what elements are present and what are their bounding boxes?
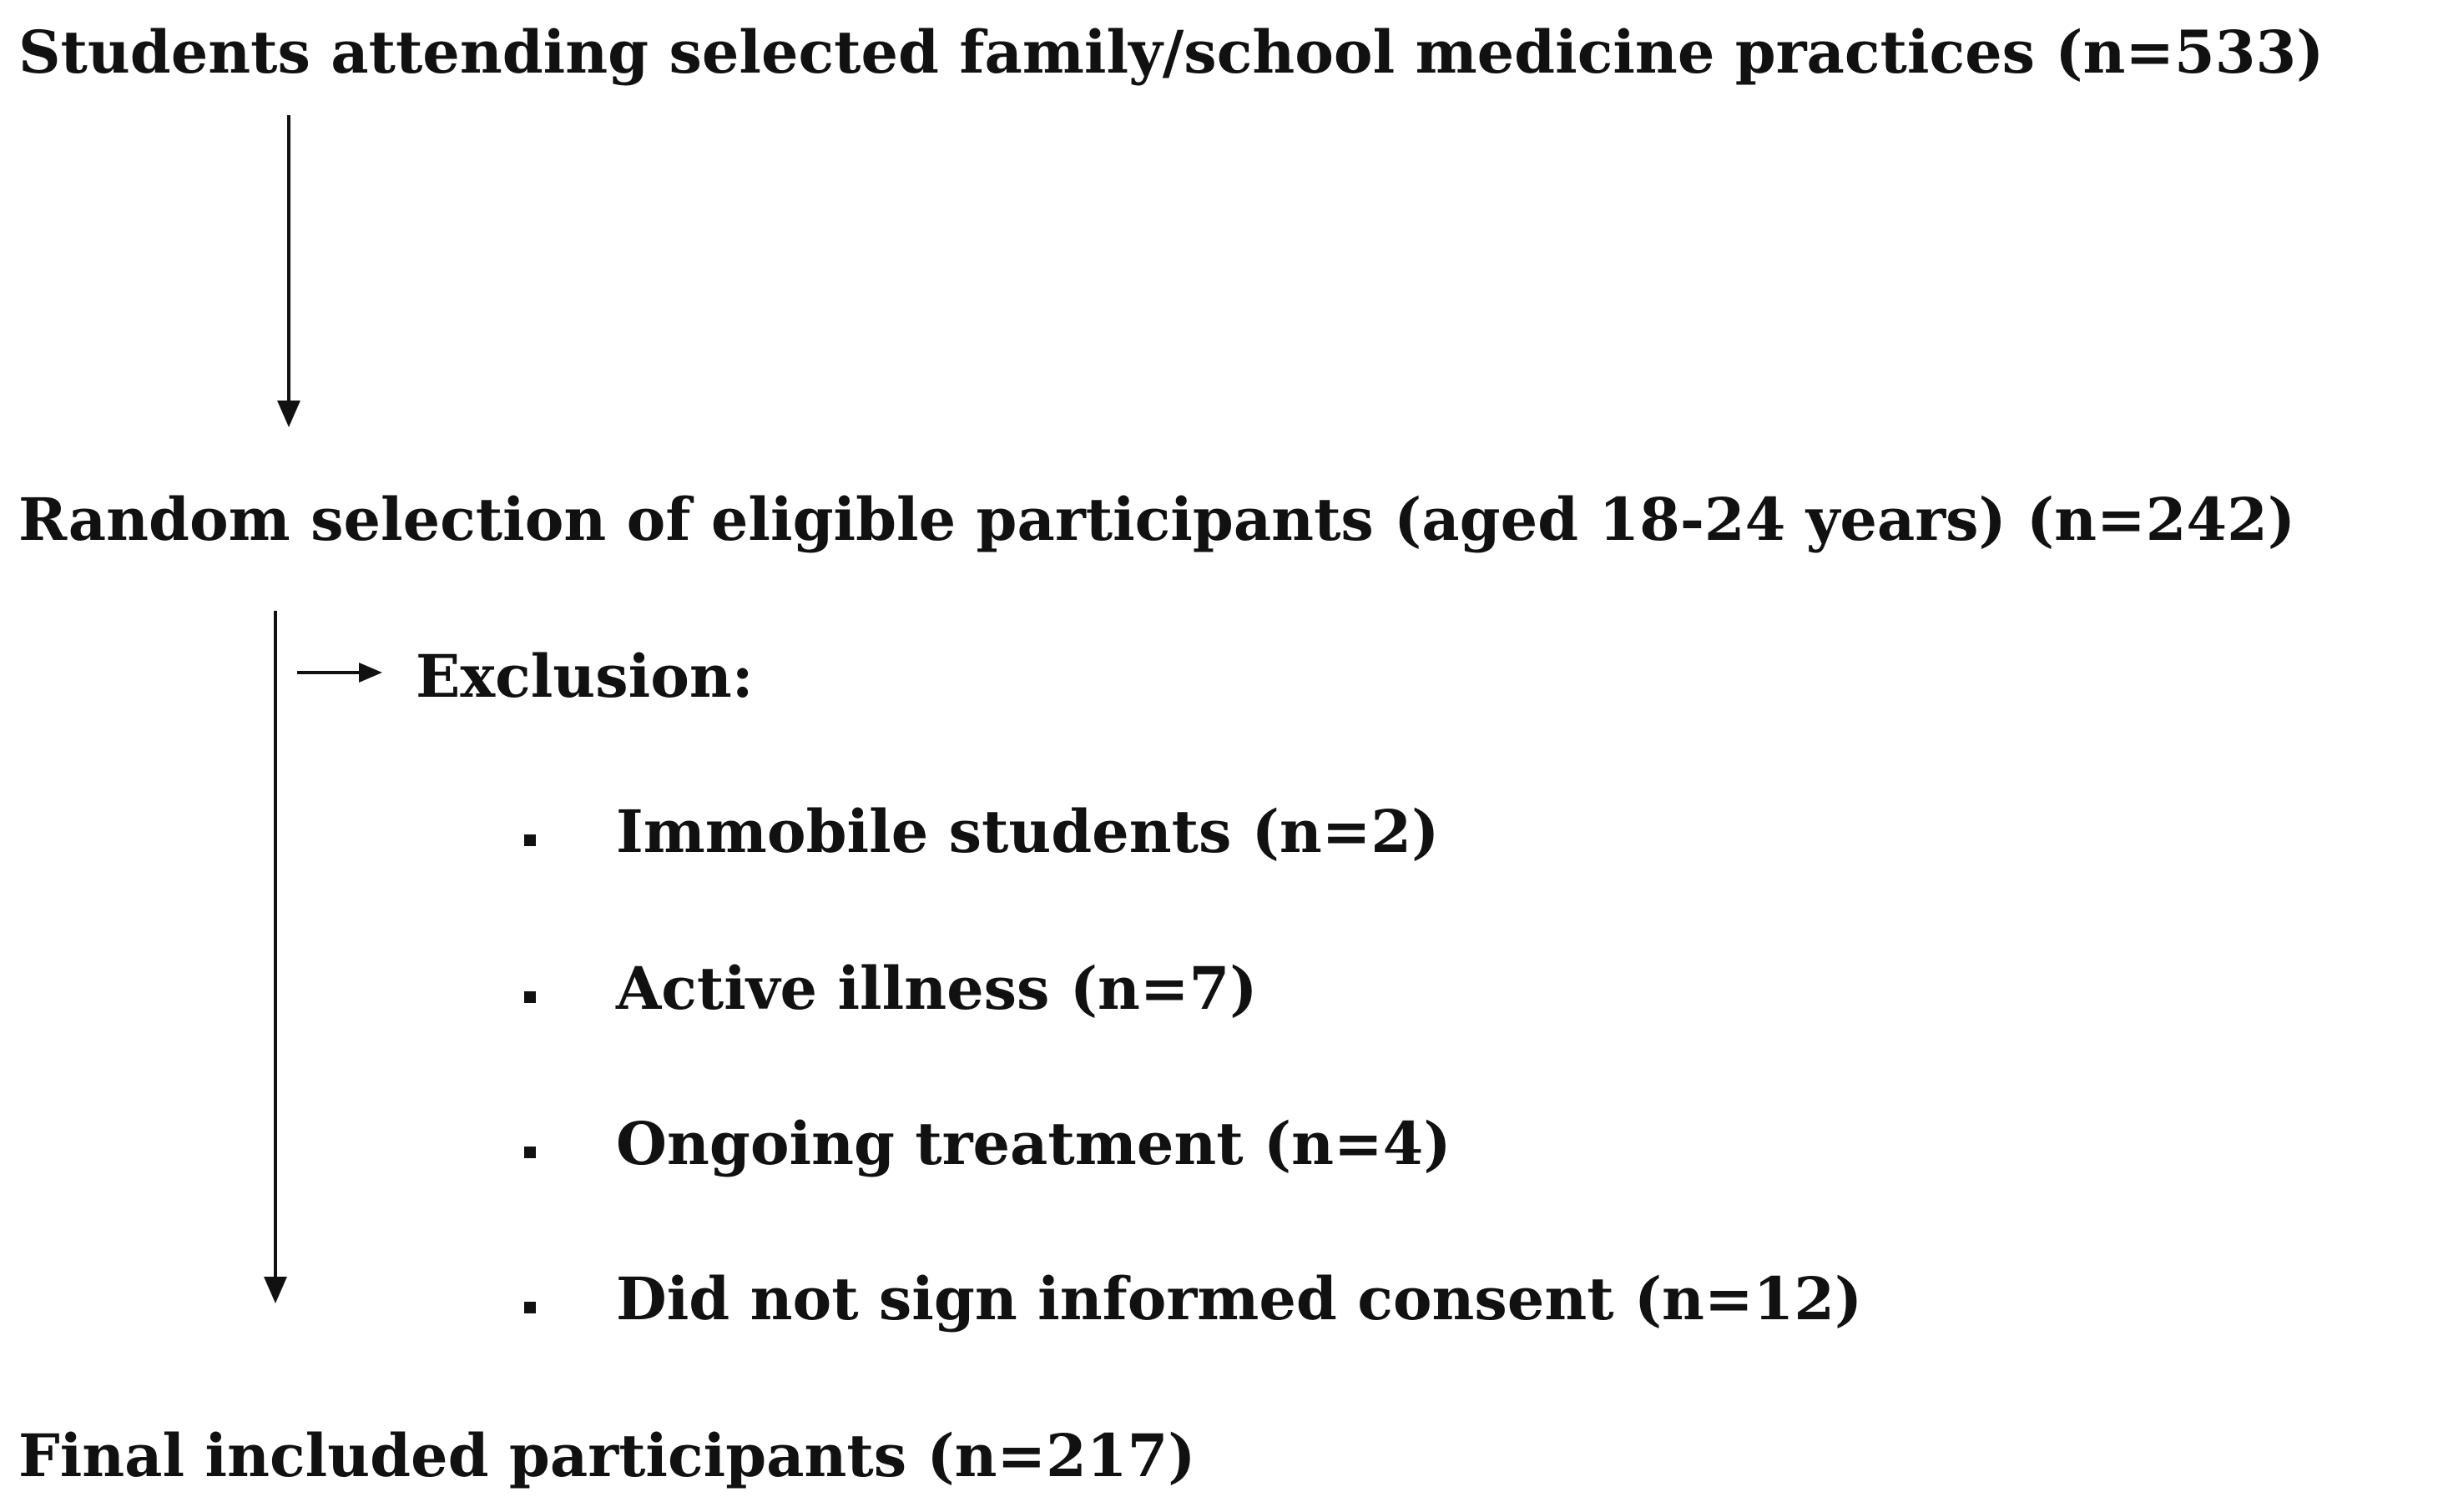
exclusion-heading: Exclusion: <box>416 642 754 711</box>
bullet-icon <box>524 1302 536 1313</box>
exclusion-item-ongoing-treatment: Ongoing treatment (n=4) <box>616 1109 1451 1178</box>
bullet-icon <box>524 991 536 1003</box>
step-final-included: Final included participants (n=217) <box>18 1421 1196 1490</box>
arrow-step1-to-step2 <box>277 115 300 427</box>
step-students-attending: Students attending selected family/school medicine practices (n=533) <box>18 18 2324 87</box>
arrow-to-exclusion <box>297 663 382 683</box>
arrow-step2-to-final <box>264 611 287 1303</box>
bullet-icon <box>524 1147 536 1158</box>
exclusion-item-active-illness: Active illness (n=7) <box>616 954 1258 1023</box>
bullet-icon <box>524 834 536 846</box>
exclusion-item-immobile: Immobile students (n=2) <box>616 797 1440 866</box>
step-random-selection: Random selection of eligible participants (aged 18-24 years) (n=242) <box>18 485 2295 554</box>
exclusion-item-no-consent: Did not sign informed consent (n=12) <box>616 1264 1863 1333</box>
